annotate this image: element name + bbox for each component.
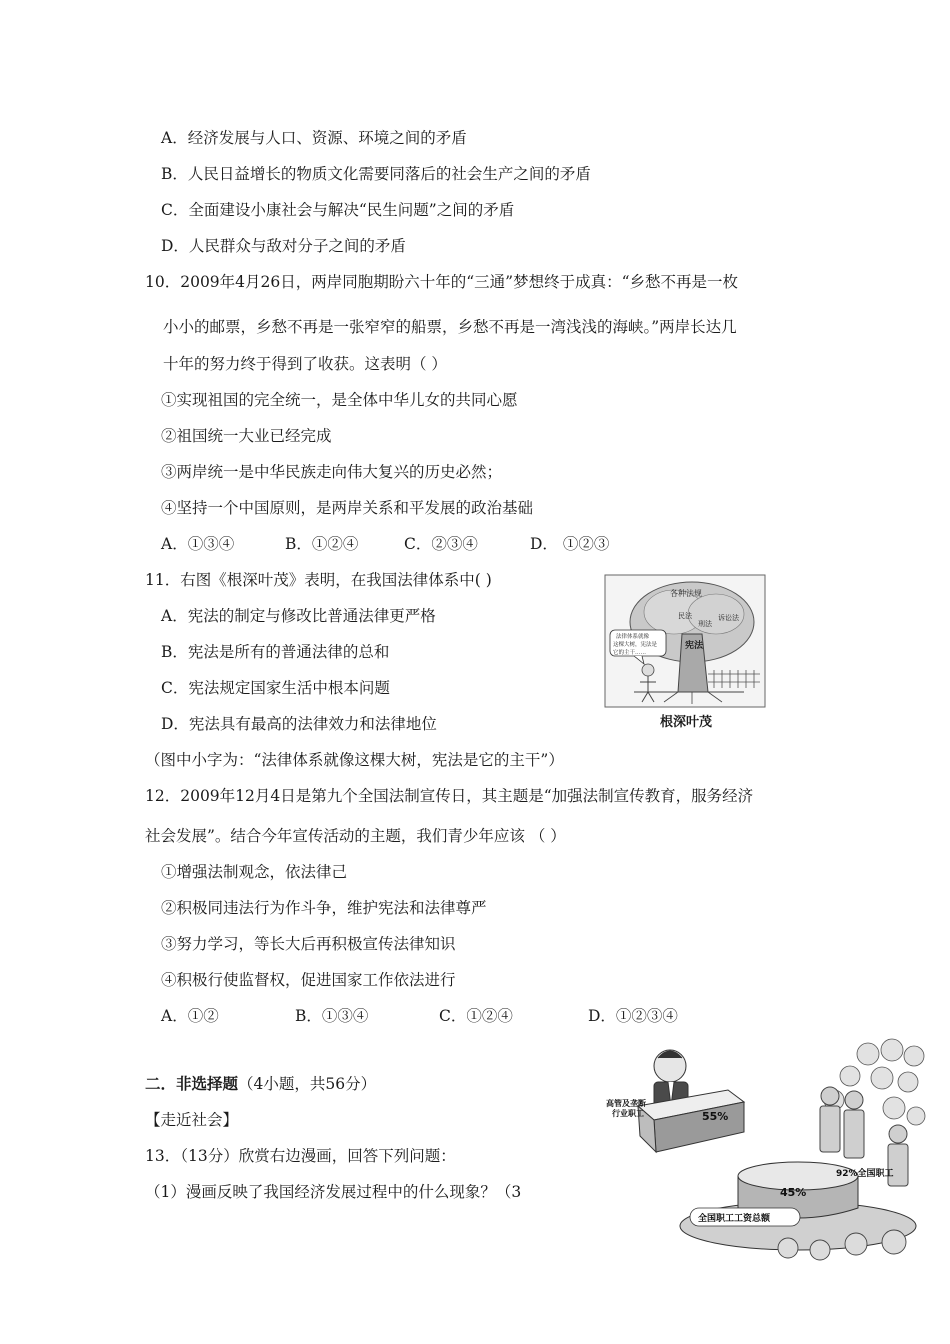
q12-statement-1: ①增强法制观念，依法律己: [161, 863, 348, 881]
cartoon-pct-top: 55%: [702, 1110, 729, 1123]
q10-option-d: D． ①②③: [530, 535, 610, 553]
q12-option-c: C．①②④: [439, 1007, 513, 1025]
q9-option-a: A．经济发展与人口、资源、环境之间的矛盾: [161, 129, 467, 147]
q13-sub-question-1: （1）漫画反映了我国经济发展过程中的什么现象？（3: [145, 1183, 522, 1201]
q10-statement-3: ③两岸统一是中华民族走向伟大复兴的历史必然；: [161, 463, 503, 481]
q12-option-a: A．①②: [161, 1007, 219, 1025]
q11-option-a: A．宪法的制定与修改比普通法律更严格: [161, 607, 436, 625]
cartoon-pct-bottom: 45%: [780, 1186, 807, 1199]
tree-cartoon-figure: [604, 574, 766, 708]
q12-option-d: D．①②③④: [588, 1007, 678, 1025]
tree-trunk-label: 宪法: [685, 641, 704, 651]
tree-branch-label-3: 诉讼法: [718, 614, 739, 622]
q10-statement-1: ①实现祖国的完全统一，是全体中华儿女的共同心愿: [161, 391, 518, 409]
q11-figure-note: （图中小字为：“法律体系就像这棵大树，宪法是它的主干”）: [145, 751, 564, 769]
q11-option-d: D．宪法具有最高的法律效力和法律地位: [161, 715, 437, 733]
tree-branch-label-2: 刑法: [698, 620, 712, 628]
tree-canopy-label: 各种法规: [670, 589, 702, 598]
q9-option-d: D．人民群众与敌对分子之间的矛盾: [161, 237, 406, 255]
section2-detail: （4小题，共56分）: [238, 1075, 377, 1093]
q11-stem: 11．右图《根深叶茂》表明，在我国法律体系中( ): [145, 571, 492, 589]
q9-option-b: B．人民日益增长的物质文化需要同落后的社会生产之间的矛盾: [161, 165, 591, 183]
wage-cartoon-figure: [598, 1036, 928, 1266]
q10-statement-4: ④坚持一个中国原则，是两岸关系和平发展的政治基础: [161, 499, 534, 517]
q12-statement-2: ②积极同违法行为作斗争，维护宪法和法律尊严: [161, 899, 487, 917]
section2-title: 二．非选择题: [145, 1074, 239, 1093]
tree-bubble-line3: 它的主干……: [613, 650, 647, 656]
q13-stem: 13．（13分）欣赏右边漫画，回答下列问题：: [145, 1147, 456, 1165]
cartoon-label-top-2: 行业职工: [612, 1109, 644, 1118]
q10-stem-line3: 十年的努力终于得到了收获。这表明（ ）: [163, 355, 447, 373]
section2-tag: 【走近社会】: [145, 1111, 239, 1129]
q12-option-b: B．①③④: [295, 1007, 369, 1025]
q10-option-b: B．①②④: [285, 535, 359, 553]
q10-stem-line2: 小小的邮票，乡愁不再是一张窄窄的船票，乡愁不再是一湾浅浅的海峡。”两岸长达几: [163, 318, 737, 336]
q10-statement-2: ②祖国统一大业已经完成: [161, 427, 332, 445]
q12-stem-line2: 社会发展”。结合今年宣传活动的主题，我们青少年应该 （ ）: [145, 827, 566, 845]
section2-heading: [145, 1074, 376, 1094]
q12-statement-3: ③努力学习，等长大后再积极宣传法律知识: [161, 935, 456, 953]
tree-figure-caption: 根深叶茂: [660, 715, 713, 730]
cartoon-label-top-1: 高管及垄断: [606, 1099, 646, 1108]
tree-branch-label-1: 民法: [678, 612, 692, 620]
cartoon-label-right: 92%全国职工: [836, 1169, 894, 1179]
cartoon-label-base: 全国职工工资总额: [698, 1214, 771, 1224]
q10-option-a: A．①③④: [161, 535, 235, 553]
q12-stem-line1: 12．2009年12月4日是第九个全国法制宣传日，其主题是“加强法制宣传教育，服务经济: [145, 787, 754, 805]
tree-bubble-line2: 这棵大树，宪法是: [613, 642, 658, 648]
q10-option-c: C．②③④: [404, 535, 478, 553]
q11-option-c: C．宪法规定国家生活中根本问题: [161, 679, 390, 697]
tree-bubble-line1: 法律体系就像: [616, 634, 650, 640]
q10-stem-line1: 10．2009年4月26日，两岸同胞期盼六十年的“三通”梦想终于成真：“乡愁不再是一枚: [145, 273, 739, 291]
q11-option-b: B．宪法是所有的普通法律的总和: [161, 643, 390, 661]
q12-statement-4: ④积极行使监督权，促进国家工作依法进行: [161, 971, 456, 989]
q9-option-c: C．全面建设小康社会与解决“民生问题”之间的矛盾: [161, 201, 515, 219]
